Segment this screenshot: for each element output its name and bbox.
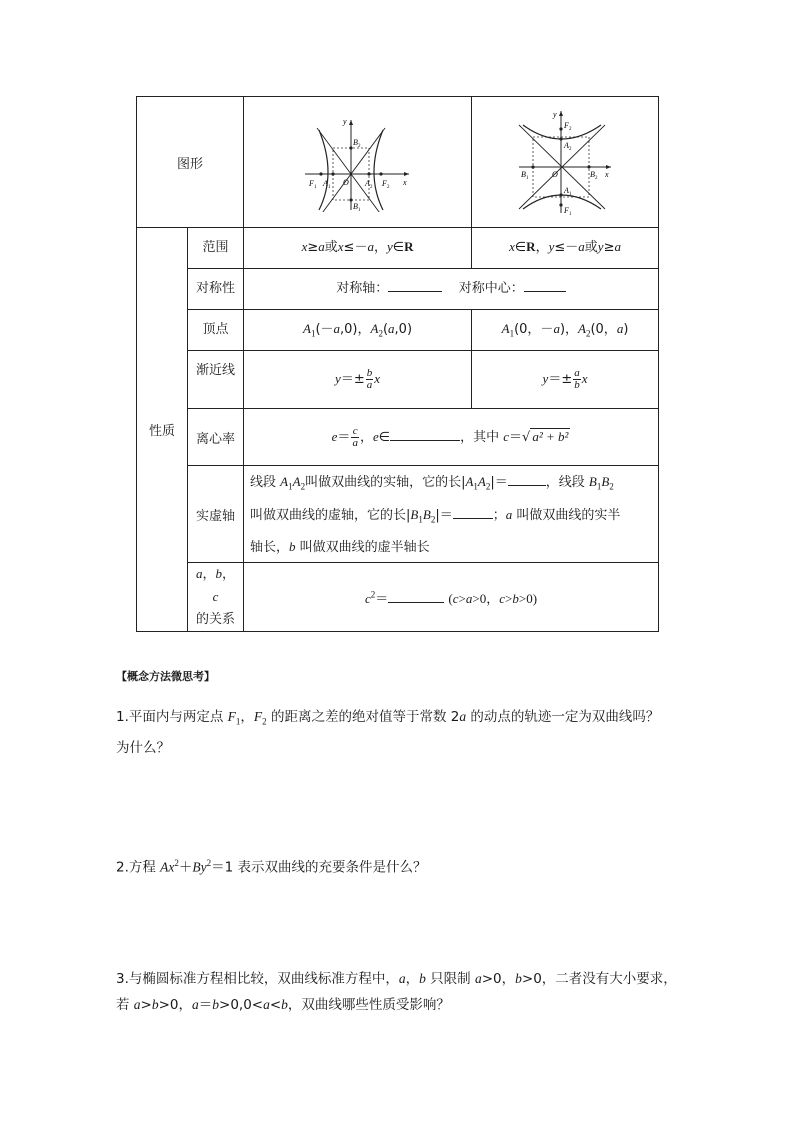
svg-text:2: 2: [369, 185, 373, 190]
svg-text:A: A: [364, 179, 370, 188]
symmetry-content: 对称轴： 对称中心：: [244, 269, 659, 310]
vertical-hyperbola-figure: [517, 109, 613, 215]
horizontal-hyperbola-figure: [303, 114, 413, 212]
axes-label-cell: 实虚轴: [188, 466, 244, 563]
asymptote-horizontal: y＝± $\frac{b}{a}$ x: [244, 351, 472, 409]
svg-text:1: 1: [569, 192, 572, 197]
svg-text:1: 1: [327, 185, 331, 190]
section-heading: 【概念方法微思考】: [116, 670, 215, 683]
svg-text:2: 2: [569, 147, 572, 152]
svg-text:B: B: [521, 170, 526, 179]
range-label-cell: 范围: [188, 228, 244, 269]
svg-text:2: 2: [357, 144, 361, 149]
question-1: 1.平面内与两定点 $F_1$，$F_2$ 的距离之差的绝对值等于常数 2a 的动点的轨迹一定为双曲线吗？ 为什么？: [116, 709, 660, 756]
svg-text:A: A: [322, 179, 328, 188]
svg-text:F: F: [564, 121, 569, 130]
question-2: 2.方程 $Ax^2+By^2=1$ 表示双曲线的充要条件是什么？: [116, 858, 427, 876]
figure-vertical-cell: [472, 97, 659, 228]
hyperbola-properties-table: [136, 96, 659, 632]
symmetry-label-cell: 对称性: [188, 269, 244, 310]
svg-text:F: F: [381, 179, 387, 188]
svg-text:B: B: [590, 170, 595, 179]
relation-label-cell: a，b，c 的关系: [188, 563, 244, 632]
vertex-label-cell: 顶点: [188, 310, 244, 351]
axes-content: [244, 466, 659, 563]
vertex-horizontal: $A_1(-a,0)$，$A_2(a,0)$: [244, 310, 472, 351]
svg-text:B: B: [352, 202, 358, 211]
svg-text:2: 2: [386, 185, 390, 190]
svg-text:x: x: [605, 170, 609, 179]
question-3: 3.与椭圆标准方程相比较，双曲线标准方程中，a，b 只限制 a>0，b>0，二者没有大小要求， 若 a>b>0，a＝b>0,0<a<b，双曲线哪些性质受影响？: [116, 971, 677, 1013]
properties-label: 性质: [148, 424, 175, 440]
properties-label-cell: [137, 228, 188, 632]
range-horizontal: x≥a或x≤－a，y∈R: [244, 228, 472, 269]
svg-text:B: B: [352, 138, 358, 147]
svg-text:2: 2: [595, 176, 598, 181]
svg-text:1: 1: [357, 208, 361, 212]
eccentricity-content: e＝ $\frac{c}{a}$ ，e∈ ，其中 c＝√ a² + b²: [244, 409, 659, 466]
svg-text:y: y: [342, 117, 347, 126]
figure-label: 图形: [177, 156, 204, 172]
asymptote-label-cell: 渐近线: [188, 351, 244, 409]
svg-text:F: F: [564, 206, 569, 215]
vertex-vertical: $A_1(0$，－a)，$A_2(0$，a): [472, 310, 659, 351]
axes-line-3: 轴长，b 叫做双曲线的虚半轴长: [250, 539, 430, 556]
svg-text:O: O: [552, 170, 558, 179]
relation-content: $c^2= (c>a>0$，c>b>0): [244, 563, 659, 632]
figure-label-cell: [137, 97, 244, 228]
svg-text:1: 1: [313, 185, 317, 190]
svg-text:y: y: [553, 110, 557, 119]
svg-text:1: 1: [569, 212, 572, 215]
axes-line-1: 线段 $A_1A_2$叫做双曲线的实轴，它的长$|A_1A_2|=$ ，线段 $B_1B_2$: [250, 474, 614, 492]
axes-line-2: 叫做双曲线的虚轴，它的长$|B_1B_2|=$ ；a 叫做双曲线的实半: [250, 506, 621, 525]
figure-horizontal-cell: [244, 97, 472, 228]
eccentricity-label-cell: 离心率: [188, 409, 244, 466]
svg-text:A: A: [564, 186, 569, 195]
svg-text:O: O: [342, 178, 349, 187]
asymptote-vertical: y＝± $\frac{a}{b}$ x: [472, 351, 659, 409]
svg-text:2: 2: [569, 127, 572, 132]
svg-text:x: x: [402, 178, 407, 187]
svg-text:A: A: [564, 141, 569, 150]
svg-text:1: 1: [526, 176, 529, 181]
svg-text:F: F: [308, 179, 314, 188]
range-vertical: x∈R，y≤－a或y≥a: [472, 228, 659, 269]
